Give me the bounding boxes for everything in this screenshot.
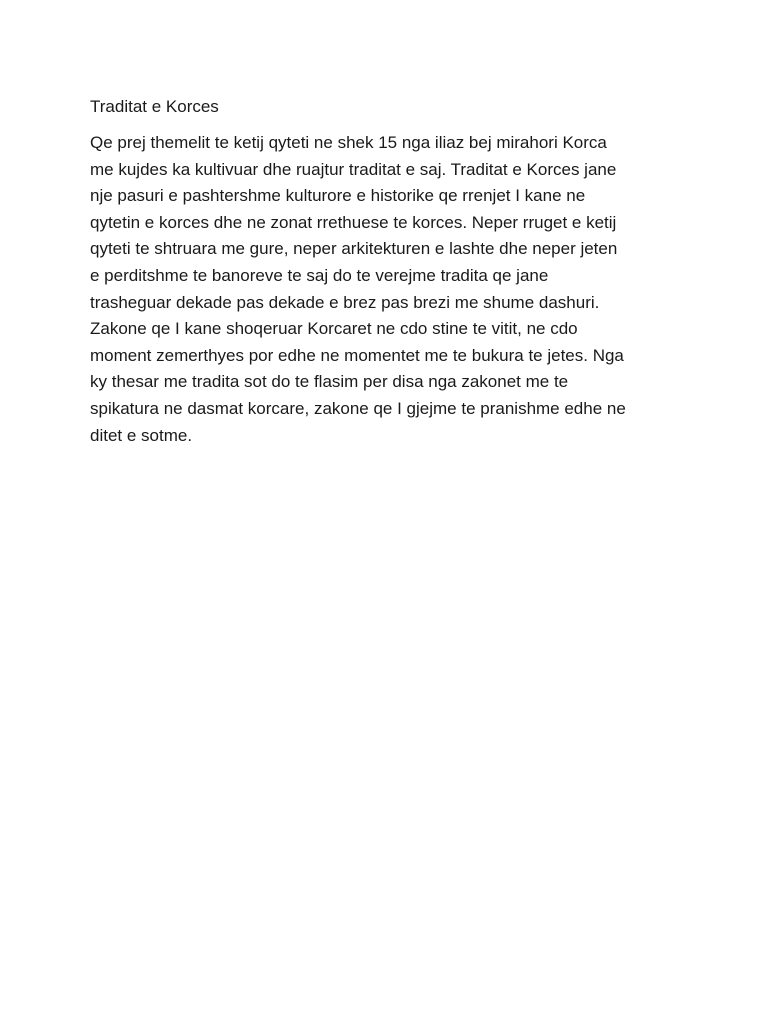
paragraph-line: ky thesar me tradita sot do te flasim per disa nga zakonet me te xyxy=(90,372,569,392)
paragraph-line: trasheguar dekade pas dekade e brez pas brezi me shume dashuri. xyxy=(90,292,600,312)
document-paragraph xyxy=(90,130,690,449)
paragraph-line: qytetin e korces dhe ne zonat rrethuese te korces. Neper rruget e ketij xyxy=(90,212,617,232)
paragraph-line: Zakone qe I kane shoqeruar Korcaret ne cdo stine te vitit, ne cdo xyxy=(90,319,578,339)
paragraph-line: spikatura ne dasmat korcare, zakone qe I gjejme te pranishme edhe ne xyxy=(90,398,626,418)
paragraph-line: me kujdes ka kultivuar dhe ruajtur traditat e saj. Traditat e Korces jane xyxy=(90,159,617,179)
paragraph-line: moment zemerthyes por edhe ne momentet me te bukura te jetes. Nga xyxy=(90,345,624,365)
paragraph-line: e perditshme te banoreve te saj do te verejme tradita qe jane xyxy=(90,265,549,285)
paragraph-line: qyteti te shtruara me gure, neper arkitekturen e lashte dhe neper jeten xyxy=(90,239,618,259)
document-title: Traditat e Korces xyxy=(90,97,219,116)
paragraph-line: nje pasuri e pashtershme kulturore e historike qe rrenjet I kane ne xyxy=(90,186,586,206)
paragraph-line: ditet e sotme. xyxy=(90,425,193,445)
paragraph-line: Qe prej themelit te ketij qyteti ne shek 15 nga iliaz bej mirahori Korca xyxy=(90,133,607,152)
